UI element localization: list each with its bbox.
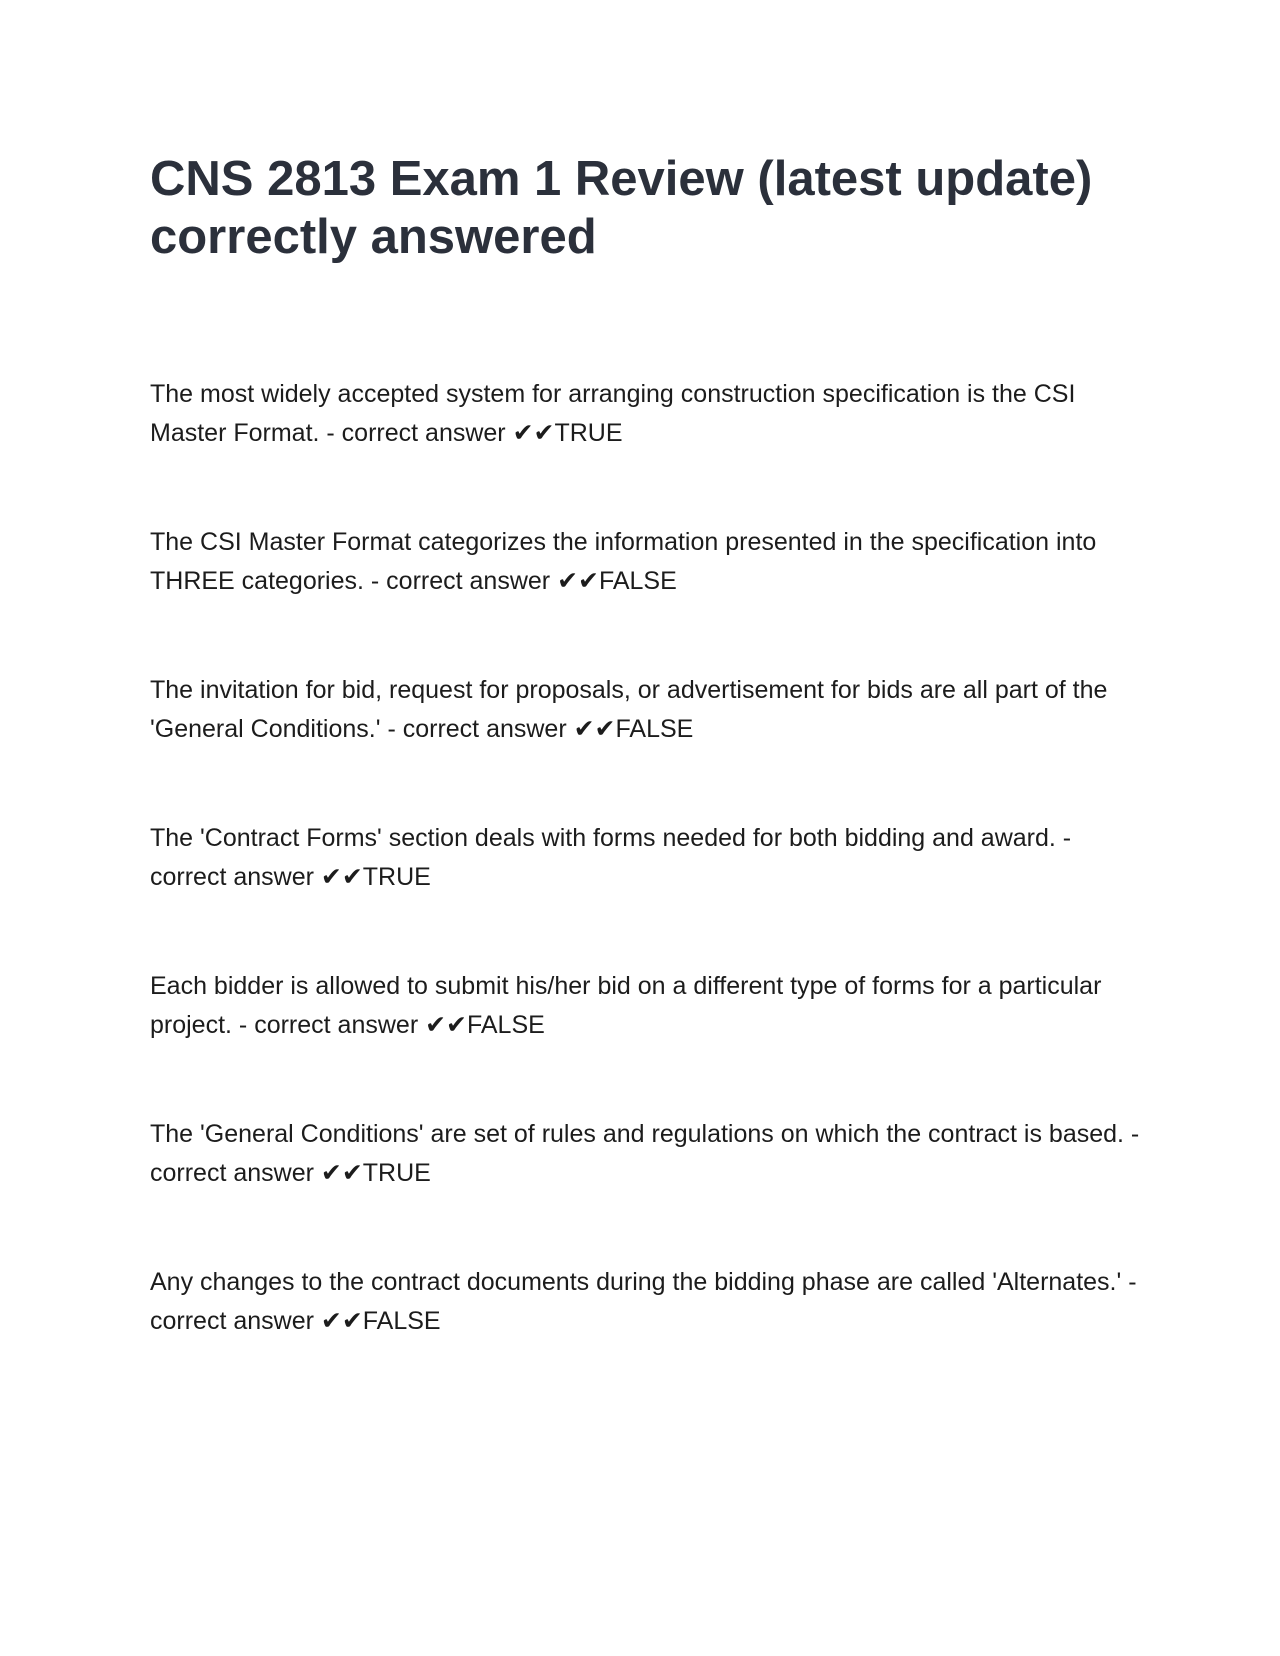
page-title: CNS 2813 Exam 1 Review (latest update) correctly answered bbox=[150, 152, 1093, 264]
qa-item-3: The invitation for bid, request for proposals, or advertisement for bids are all part of the 'General Conditions.' - correct answer ✔✔FALSE bbox=[150, 676, 1108, 743]
qa-list bbox=[150, 375, 1140, 1411]
qa-item-7: Any changes to the contract documents during the bidding phase are called 'Alternates.' - correct answer ✔✔FALSE bbox=[150, 1268, 1137, 1335]
qa-item-2: The CSI Master Format categorizes the information presented in the specification into THREE categories. - correct answer ✔✔FALSE bbox=[150, 528, 1097, 595]
qa-item-5: Each bidder is allowed to submit his/her bid on a different type of forms for a particular project. - correct answer ✔✔FALSE bbox=[150, 972, 1102, 1039]
qa-item-1: The most widely accepted system for arranging construction specification is the CSI Master Format. - correct answer ✔✔TRUE bbox=[150, 380, 1076, 447]
qa-item-4: The 'Contract Forms' section deals with forms needed for both bidding and award. - correct answer ✔✔TRUE bbox=[150, 824, 1072, 891]
qa-item-6: The 'General Conditions' are set of rules and regulations on which the contract is based. - correct answer ✔✔TRUE bbox=[150, 1120, 1140, 1187]
